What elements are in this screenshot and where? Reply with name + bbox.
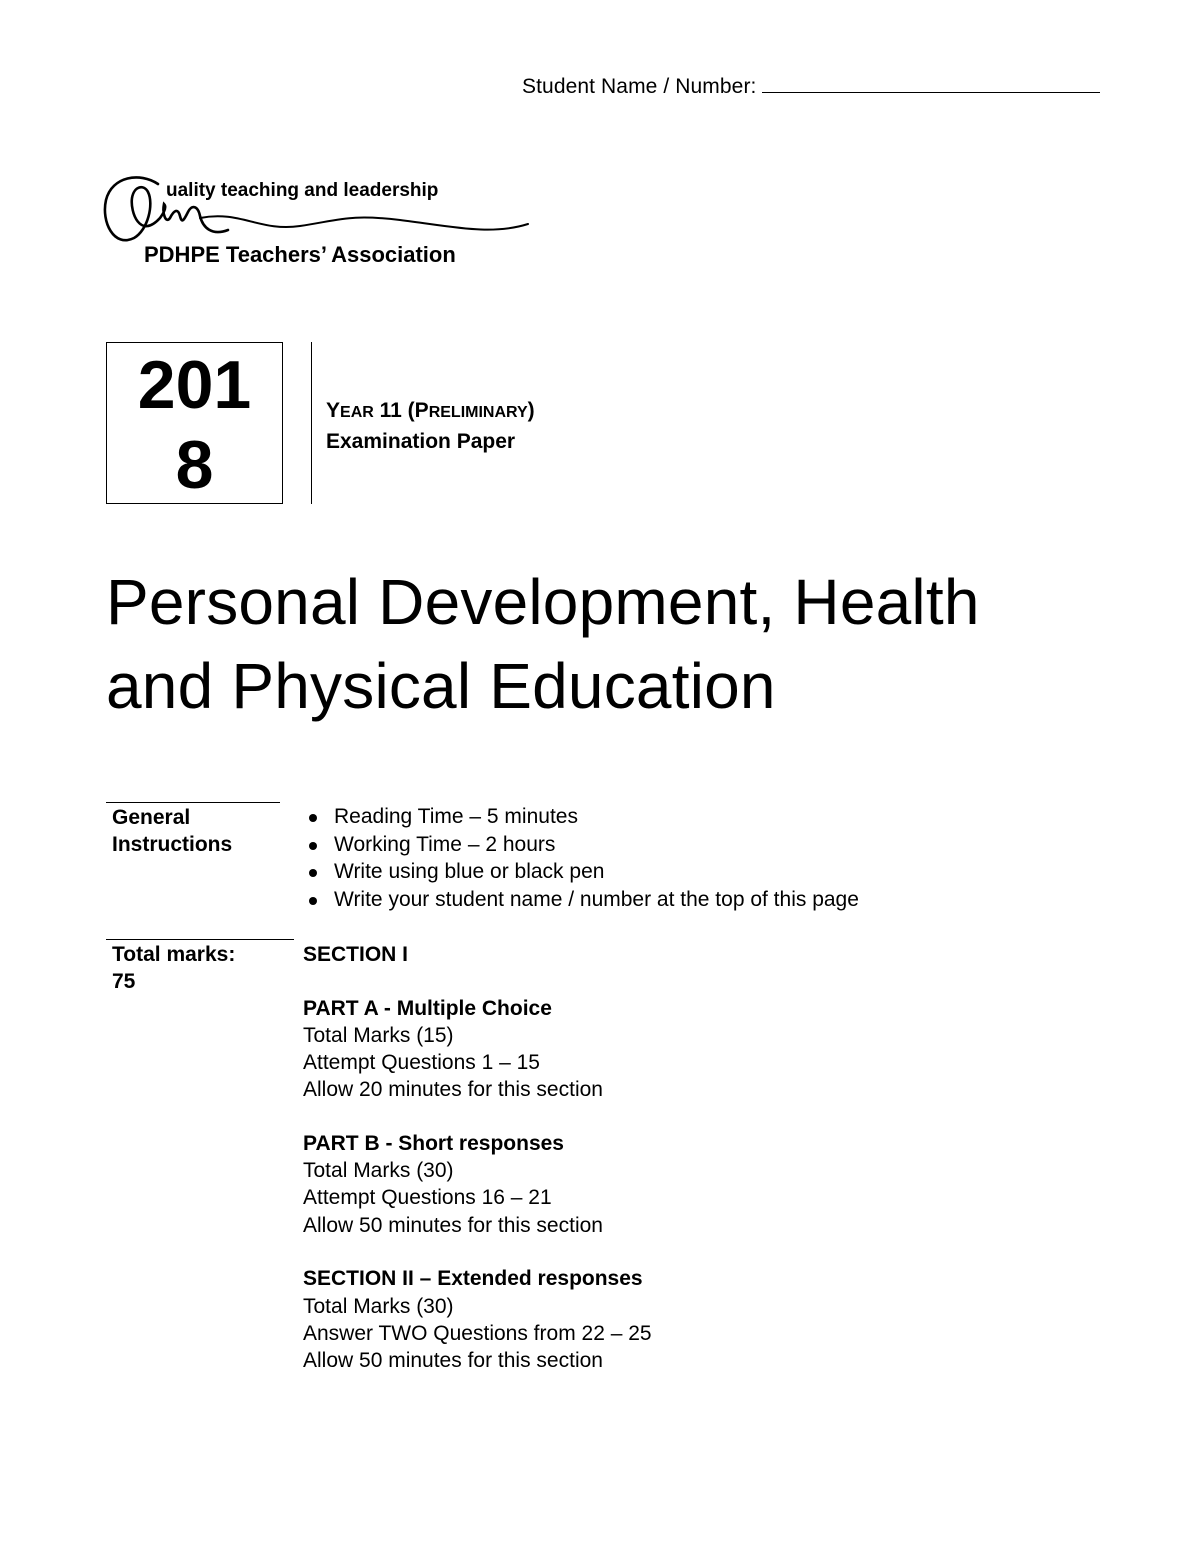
part-a-line: Total Marks (15): [303, 1023, 454, 1047]
subject-title-line-2: and Physical Education: [106, 650, 776, 722]
student-name-field: [522, 72, 1100, 99]
instructions-list: [304, 803, 859, 913]
exam-label: [326, 396, 535, 456]
part-a-line: Allow 20 minutes for this section: [303, 1078, 603, 1102]
section-2-heading: SECTION II – Extended responses: [303, 1267, 643, 1291]
exam-type: Examination Paper: [326, 430, 516, 453]
general-label-rule: [106, 802, 280, 803]
section-2-line: Allow 50 minutes for this section: [303, 1348, 603, 1372]
section-2-line: Total Marks (30): [303, 1294, 454, 1318]
part-b-heading: PART B - Short responses: [303, 1132, 564, 1156]
total-marks-label: Total marks: 75: [112, 943, 236, 993]
subject-title-line-1: Personal Development, Health: [106, 566, 980, 638]
sections-summary: [303, 941, 652, 1374]
logo-wave-line: [200, 216, 528, 229]
exam-level: YEAR 11 (PRELIMINARY): [326, 399, 535, 422]
year-line-2: 8: [175, 427, 214, 503]
logo-tagline: uality teaching and leadership: [166, 180, 439, 201]
instruction-item: Write using blue or black pen: [304, 858, 859, 886]
part-b-line: Allow 50 minutes for this section: [303, 1213, 603, 1237]
section-1-heading: SECTION I: [303, 943, 409, 966]
year-line-1: 201: [137, 347, 252, 423]
marks-label-rule: [106, 939, 294, 940]
instruction-item: Write your student name / number at the top of this page: [304, 886, 859, 914]
instruction-item: Working Time – 2 hours: [304, 831, 859, 859]
part-b-line: Attempt Questions 16 – 21: [303, 1186, 552, 1210]
year-box: [106, 342, 283, 504]
student-name-blank: [762, 72, 1100, 93]
student-name-label: Student Name / Number:: [522, 75, 757, 98]
part-b-line: Total Marks (30): [303, 1159, 454, 1183]
association-logo: [100, 170, 540, 270]
part-a-line: Attempt Questions 1 – 15: [303, 1051, 540, 1075]
general-instructions-label: General Instructions: [112, 806, 233, 856]
part-a-heading: PART A - Multiple Choice: [303, 996, 552, 1020]
subject-title: [106, 560, 1106, 728]
logo-org-name: PDHPE Teachers’ Association: [144, 242, 456, 267]
instruction-item: Reading Time – 5 minutes: [304, 803, 859, 831]
vertical-divider: [311, 342, 312, 504]
section-2-line: Answer TWO Questions from 22 – 25: [303, 1321, 652, 1345]
